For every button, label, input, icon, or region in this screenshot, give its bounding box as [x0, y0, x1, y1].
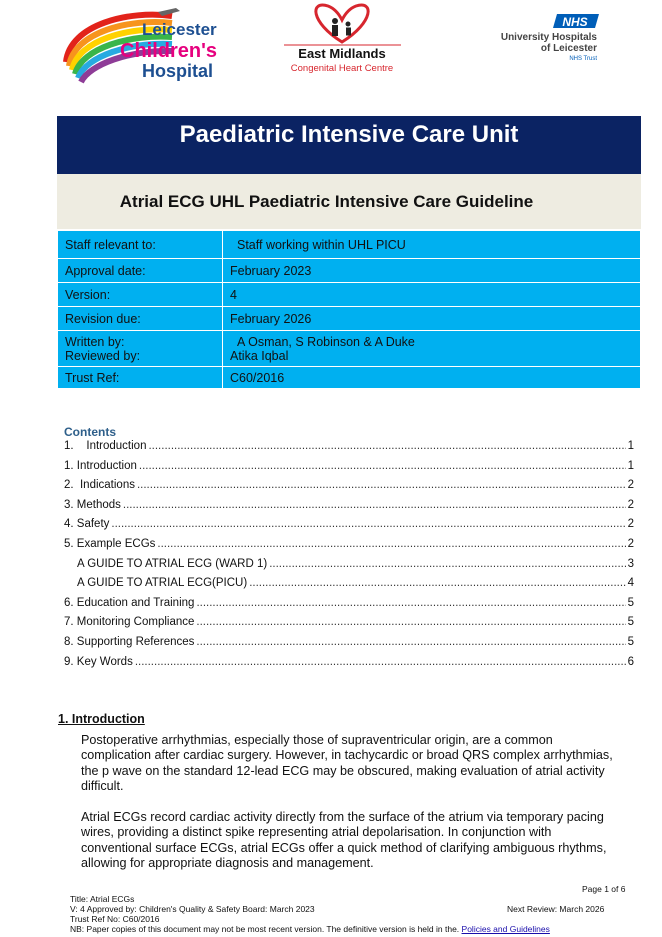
footer-nb: NB: Paper copies of this document may not be most recent version. The definitive version is held in the. [70, 924, 460, 934]
toc-entry-page: 3 [627, 557, 634, 570]
svg-text:of Leicester: of Leicester [540, 43, 597, 54]
toc-entry-title: 1. Introduction [64, 440, 147, 452]
toc-entry-page: 5 [627, 635, 634, 648]
introduction-paragraph-1: Postoperative arrhythmias, especially those of supraventricular origin, are a common complication after cardiac surgery. However, in tachycardic or broad QRS complex arrhythmias, the p wave on the standard 12-lead ECG may be obscured, making evaluation of atrial activity difficult. [81, 733, 613, 794]
toc-leader [269, 558, 625, 570]
toc-entry-title: 6. Education and Training [64, 596, 195, 609]
toc-entry-page: 2 [627, 518, 634, 531]
toc-entry[interactable] [64, 460, 634, 480]
toc-leader [111, 518, 625, 530]
written-reviewed-label [58, 331, 223, 367]
introduction-paragraph-2: Atrial ECGs record cardiac activity directly from the surface of the atrium via temporary pacing wires, providing a distinct spike representing atrial depolarisation. In conjunction with conventional surface ECGs, atrial ECGs offer a quick method of clarifying ambiguous rhythms, allowing for appropriate diagnosis and management. [81, 810, 607, 871]
footer-version-line [70, 904, 630, 914]
trust-ref-label: Trust Ref: [58, 367, 223, 389]
toc-entry[interactable] [64, 616, 634, 636]
toc-entry[interactable] [64, 538, 634, 558]
revision-label: Revision due: [58, 307, 223, 331]
toc-entry-title: 4. Safety [64, 518, 110, 531]
toc-entry-title: A GUIDE TO ATRIAL ECG(PICU) [77, 577, 248, 590]
toc-entry[interactable] [64, 597, 634, 617]
svg-text:East Midlands: East Midlands [298, 46, 386, 61]
footer-version: V: 4 Approved by: Children's Quality & Safety Board: March 2023 [70, 904, 315, 914]
page-footer [70, 884, 630, 934]
table-row [58, 331, 641, 367]
toc-entry[interactable] [64, 440, 634, 460]
guideline-title: Atrial ECG UHL Paediatric Intensive Care Guideline [57, 174, 641, 229]
version-label: Version: [58, 283, 223, 307]
trust-ref-value: C60/2016 [223, 367, 641, 389]
toc-entry-page: 5 [627, 596, 634, 609]
toc-leader [196, 636, 625, 648]
toc-entry-page: 2 [627, 498, 634, 511]
svg-text:University Hospitals: University Hospitals [500, 32, 597, 43]
written-value: A Osman, S Robinson & A Duke [237, 334, 415, 349]
toc-leader [196, 616, 625, 628]
toc-entry[interactable] [64, 636, 634, 656]
toc-subentry[interactable] [64, 558, 634, 578]
toc-entry-page: 6 [627, 655, 634, 668]
policies-guidelines-link[interactable]: Policies and Guidelines [461, 924, 550, 934]
toc-entry-page: 5 [627, 616, 634, 629]
staff-label: Staff relevant to: [58, 231, 223, 259]
toc-leader [157, 538, 625, 550]
table-row [58, 283, 641, 307]
toc-entry-page: 2 [627, 537, 634, 550]
toc-entry[interactable] [64, 499, 634, 519]
toc-entry-page: 2 [627, 479, 634, 492]
svg-text:NHS Trust: NHS Trust [569, 56, 597, 62]
toc-entry-page: 1 [627, 459, 634, 472]
svg-text:Leicester: Leicester [142, 20, 217, 39]
table-row [58, 259, 641, 283]
toc-leader [135, 656, 626, 668]
table-of-contents [64, 440, 634, 675]
toc-leader [137, 479, 626, 491]
toc-entry-page: 1 [627, 440, 634, 452]
table-row [58, 231, 641, 259]
table-row [58, 367, 641, 389]
toc-entry-title: 1. Introduction [64, 459, 137, 472]
toc-entry[interactable] [64, 656, 634, 676]
reviewed-value: Atika Iqbal [230, 348, 289, 363]
svg-text:NHS: NHS [562, 15, 588, 29]
toc-entry-title: 8. Supporting References [64, 635, 195, 648]
toc-entry-title: A GUIDE TO ATRIAL ECG (WARD 1) [77, 557, 268, 570]
toc-entry-page: 4 [627, 577, 634, 590]
toc-leader [249, 577, 625, 589]
section-introduction-heading: 1. Introduction [58, 712, 145, 726]
toc-entry-title: 2. Indications [64, 479, 135, 492]
footer-nb-line [70, 924, 630, 934]
footer-title: Title: Atrial ECGs [70, 894, 135, 904]
revision-value: February 2026 [223, 307, 641, 331]
written-reviewed-value [223, 331, 641, 367]
approval-label: Approval date: [58, 259, 223, 283]
footer-next-review: Next Review: March 2026 [507, 904, 605, 914]
east-midlands-congenital-heart-centre-logo [280, 2, 405, 77]
approval-value: February 2023 [223, 259, 641, 283]
svg-text:Hospital: Hospital [142, 61, 214, 81]
toc-entry[interactable] [64, 479, 634, 499]
toc-leader [148, 440, 625, 452]
written-label: Written by: [65, 334, 125, 349]
staff-value-text: Staff working within UHL PICU [237, 237, 406, 252]
staff-value [223, 231, 641, 259]
document-info-table [57, 230, 641, 389]
toc-entry-title: 3. Methods [64, 498, 121, 511]
toc-entry-title: 7. Monitoring Compliance [64, 616, 195, 629]
university-hospitals-of-leicester-nhs-logo [485, 12, 605, 67]
toc-entry-title: 5. Example ECGs [64, 537, 156, 550]
toc-entry[interactable] [64, 518, 634, 538]
table-row [58, 307, 641, 331]
toc-leader [196, 597, 625, 609]
version-value: 4 [223, 283, 641, 307]
footer-trust-ref: Trust Ref No: C60/2016 [70, 914, 160, 924]
toc-leader [123, 499, 626, 511]
svg-text:Children's: Children's [120, 40, 217, 62]
toc-leader [139, 460, 626, 472]
leicester-childrens-hospital-logo [60, 4, 230, 84]
toc-entry-title: 9. Key Words [64, 655, 133, 668]
reviewed-label: Reviewed by: [65, 348, 141, 363]
page-number: Page 1 of 6 [582, 884, 626, 894]
contents-heading: Contents [64, 425, 116, 439]
unit-title-banner: Paediatric Intensive Care Unit [57, 116, 641, 174]
toc-subentry[interactable] [64, 577, 634, 597]
svg-text:Congenital Heart Centre: Congenital Heart Centre [290, 63, 394, 74]
